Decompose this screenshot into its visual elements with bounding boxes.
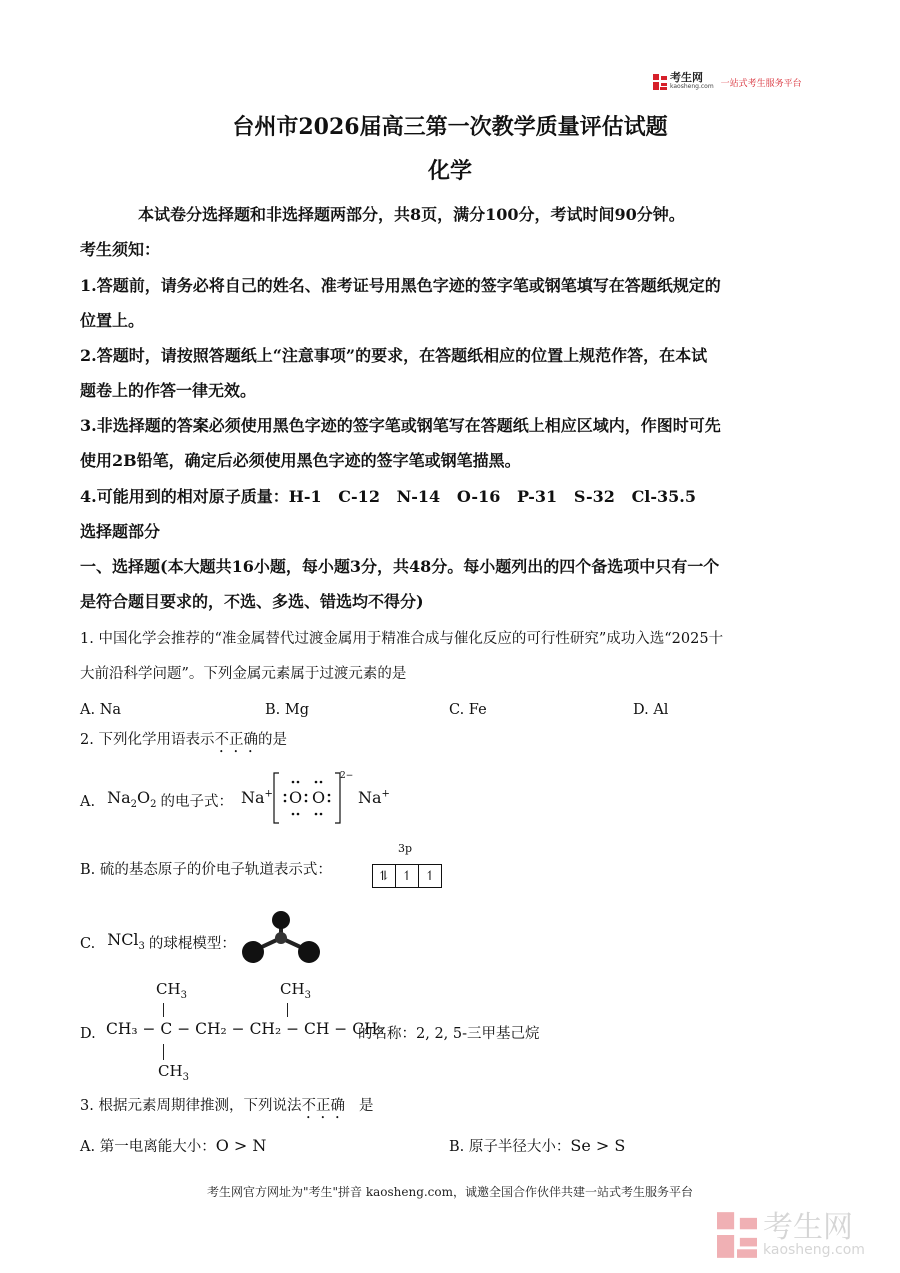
footer-text: 考生网官方网址为"考生"拼音 kaosheng.com，诚邀全国合作伙伴共建一站式考生服务平台 [206, 1185, 694, 1199]
watermark [717, 1212, 865, 1258]
q3-stem [80, 1096, 373, 1122]
q2-stem-a: 2. 下列化学用语表示 [80, 732, 215, 748]
q3-option-a [80, 1136, 266, 1157]
bond-line-3 [163, 1044, 164, 1060]
q2-d-main-chain: CH₃ − C − CH₂ − CH₂ − CH − CH₃ [106, 1020, 384, 1038]
q2-a-sub2: 2 [150, 799, 157, 811]
q2-d-top-ch3-2 [280, 980, 311, 1001]
header-slogan: 一站式考生服务平台 [720, 78, 802, 89]
exam-title: 台州市2026届高三第一次教学质量评估试题 [232, 114, 668, 140]
q2-d-text: 的名称：2, 2, 5-三甲基己烷 [358, 1026, 540, 1042]
q1-option-d: D. Al [633, 702, 669, 718]
intro-text: 本试卷分选择题和非选择题两部分，共8页，满分100分，考试时间90分钟。 [138, 205, 685, 224]
q2-a-na: Na [107, 788, 131, 807]
q2-c-formula: NCl [107, 930, 139, 949]
q2-d-label: D. [80, 1026, 96, 1042]
ch-top2: CH [280, 980, 305, 998]
notice-item-2a: 2.答题时，请按照答题纸上“注意事项”的要求，在答题纸相应的位置上规范作答，在本试 [80, 346, 708, 365]
q2-a-text: 的电子式： [160, 793, 234, 810]
orbital-label: 3p [398, 842, 413, 855]
q3-b-expr: Se > S [570, 1136, 626, 1155]
notice-item-1a: 1.答题前，请务必将自己的姓名、准考证号用黑色字迹的签字笔或钢笔填写在答题纸规定的 [80, 276, 721, 295]
q2-option-c [80, 930, 236, 957]
kaosheng-logo-icon [653, 74, 667, 90]
subject-title: 化学 [427, 158, 472, 184]
q3-a-text: A. 第一电离能大小： [80, 1139, 216, 1155]
q2-c-text: 的球棍模型： [148, 935, 236, 952]
watermark-cn: 考生网 [763, 1210, 853, 1245]
q3-a-expr: O > N [215, 1136, 267, 1155]
logo-text: 考生网 [670, 71, 703, 84]
q2-a-electron-formula [241, 771, 391, 825]
q2-stem [80, 730, 287, 756]
header-logo [653, 73, 802, 91]
watermark-en: kaosheng.com [763, 1242, 865, 1258]
notice-item-3b: 使用2B铅笔，确定后必须使用黑色字迹的签字笔或钢笔描黑。 [80, 451, 521, 470]
q1-option-a: A. Na [80, 702, 122, 718]
orbital-box-1: ⥮ [372, 864, 395, 888]
q2-stem-emphasis: 不正确 [214, 732, 258, 748]
section-heading-1: 一、选择题(本大题共16小题，每小题3分，共48分。每小题列出的四个备选项中只有一个 [80, 557, 720, 576]
bond-line-1 [163, 1003, 164, 1017]
na-left: Na [241, 788, 265, 807]
q3-b-text: B. 原子半径大小： [449, 1139, 571, 1155]
ch-top2-sub: 3 [304, 990, 311, 1001]
oxygen-2: O [312, 788, 326, 807]
section-part: 选择题部分 [80, 522, 161, 541]
q2-a-sub1: 2 [130, 799, 138, 811]
ch-bottom: CH [158, 1062, 183, 1080]
q3-stem-emphasis: 不正确 [301, 1098, 345, 1114]
notice-item-3a: 3.非选择题的答案必须使用黑色字迹的签字笔或钢笔写在答题纸上相应区域内，作图时可先 [80, 416, 721, 435]
na-left-charge: + [264, 788, 273, 800]
q2-c-sub: 3 [138, 941, 145, 953]
watermark-logo-icon [717, 1212, 757, 1258]
q3-option-b [449, 1136, 625, 1157]
ball-stick-model-icon [240, 908, 322, 966]
q2-d-bottom-ch3 [158, 1062, 189, 1083]
q2-option-a [80, 788, 233, 815]
ch-top1: CH [156, 980, 181, 998]
q2-option-b: B. 硫的基态原子的价电子轨道表示式： [80, 862, 332, 878]
section-heading-2: 是符合题目要求的，不选、多选、错选均不得分) [80, 592, 424, 611]
q2-c-label: C. [80, 935, 96, 952]
notice-heading: 考生须知： [80, 240, 161, 259]
q1-option-b: B. Mg [265, 702, 310, 718]
bond-line-2 [287, 1003, 288, 1017]
q2-a-o: O [137, 788, 151, 807]
orbital-box-2: ↿ [395, 864, 418, 888]
q3-stem-b: 是 [358, 1098, 374, 1114]
q2-stem-b: 的是 [257, 732, 287, 748]
orbital-box-3: ↿ [418, 864, 442, 888]
ch-bottom-sub: 3 [182, 1072, 189, 1083]
orbital-diagram [372, 864, 442, 888]
ch-top1-sub: 3 [180, 990, 187, 1001]
notice-item-1b: 位置上。 [80, 311, 145, 330]
charge-label: 2− [340, 771, 354, 781]
q1-stem-2: 大前沿科学问题”。下列金属元素属于过渡元素的是 [80, 666, 407, 682]
q3-stem-a: 3. 根据元素周期律推测，下列说法 [80, 1098, 302, 1114]
notice-item-4: 4.可能用到的相对原子质量：H-1 C-12 N-14 O-16 P-31 S-32 Cl-35.5 [80, 487, 696, 506]
q1-stem-1: 1. 中国化学会推荐的“准金属替代过渡金属用于精准合成与催化反应的可行性研究”成功入选“2025十 [80, 631, 724, 647]
q2-a-label: A. [80, 793, 96, 810]
q1-option-c: C. Fe [449, 702, 487, 718]
notice-item-2b: 题卷上的作答一律无效。 [80, 381, 257, 400]
na-right-charge: + [381, 788, 390, 800]
oxygen-1: O [289, 788, 303, 807]
q2-d-top-ch3-1 [156, 980, 187, 1001]
logo-sub: kaosheng.com [670, 83, 714, 90]
na-right: Na [358, 788, 382, 807]
